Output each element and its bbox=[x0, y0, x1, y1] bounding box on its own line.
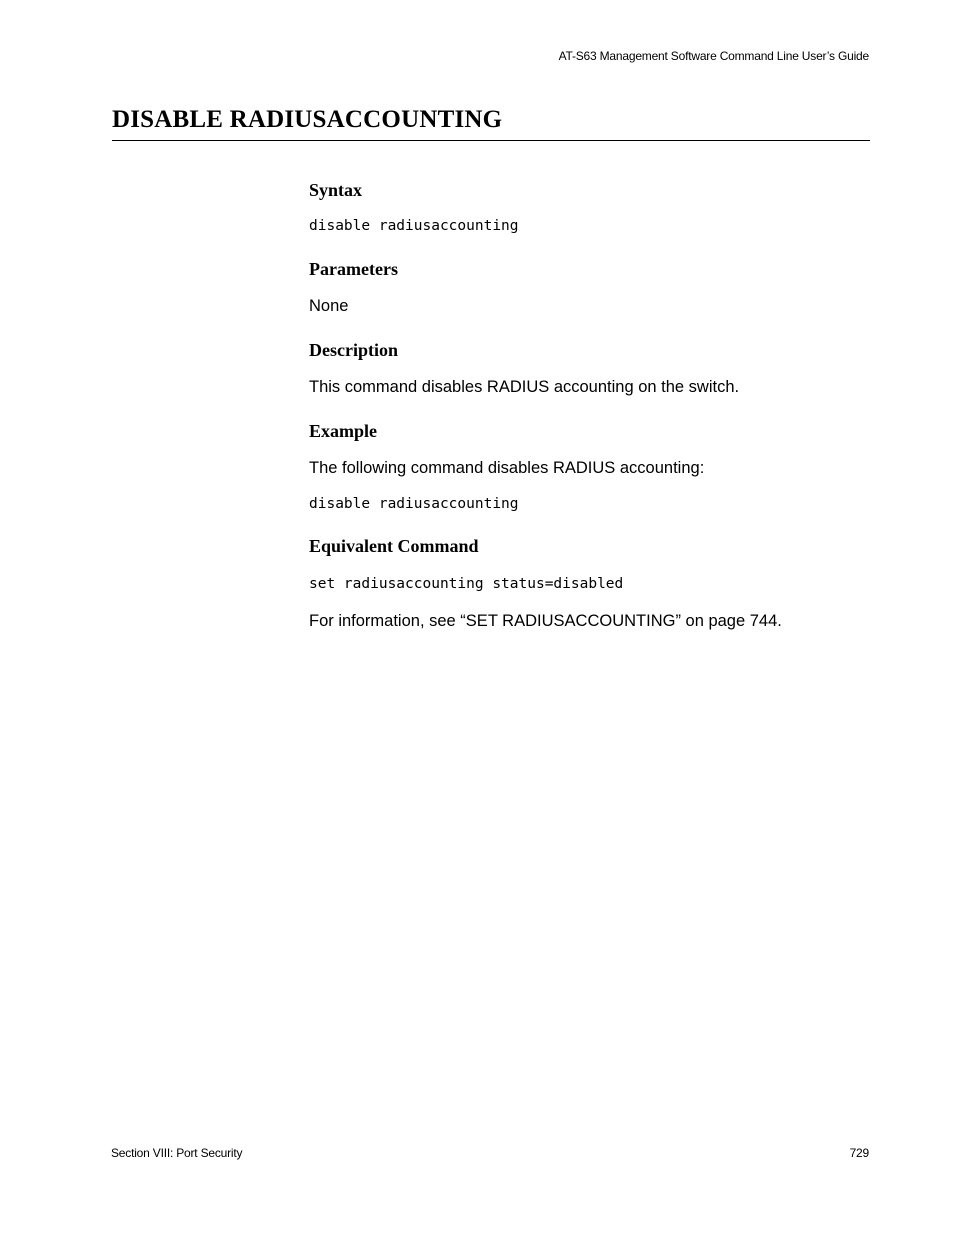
page-title: DISABLE RADIUSACCOUNTING bbox=[112, 106, 503, 133]
example-code: disable radiusaccounting bbox=[309, 496, 519, 512]
command-content bbox=[309, 178, 869, 632]
syntax-heading: Syntax bbox=[309, 180, 363, 200]
footer-section: Section VIII: Port Security bbox=[111, 1146, 243, 1160]
equivalent-command-code: set radiusaccounting status=disabled bbox=[309, 576, 624, 592]
description-text: This command disables RADIUS accounting on the switch. bbox=[309, 378, 740, 396]
footer-page-number: 729 bbox=[849, 1146, 869, 1160]
running-header: AT-S63 Management Software Command Line User’s Guide bbox=[558, 49, 869, 63]
parameters-text: None bbox=[309, 297, 349, 315]
syntax-code: disable radiusaccounting bbox=[309, 218, 519, 234]
title-rule bbox=[112, 140, 870, 141]
example-heading: Example bbox=[309, 421, 378, 441]
example-text: The following command disables RADIUS accounting: bbox=[309, 459, 705, 477]
equivalent-command-reference: For information, see “SET RADIUSACCOUNTING” on page 744. bbox=[309, 612, 782, 630]
parameters-heading: Parameters bbox=[309, 259, 398, 279]
equivalent-command-heading: Equivalent Command bbox=[309, 536, 479, 556]
description-heading: Description bbox=[309, 340, 398, 360]
